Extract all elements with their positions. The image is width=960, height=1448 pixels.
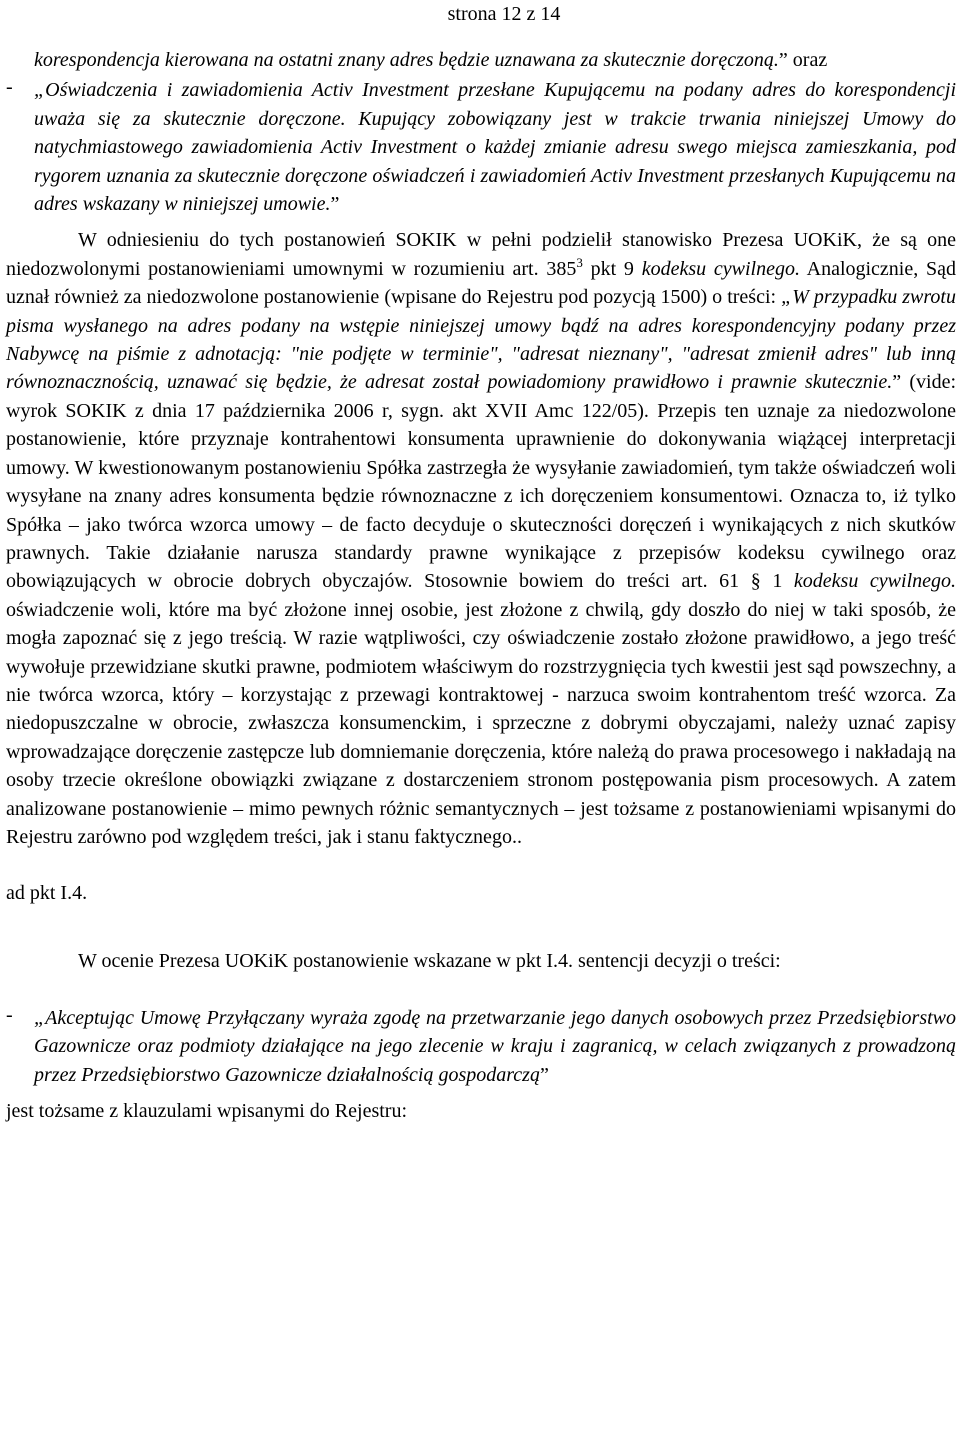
section-heading: ad pkt I.4. (6, 882, 88, 905)
assessment-paragraph: W ocenie Prezesa UOKiK postanowienie wskazane w pkt I.4. sentencji decyzji o treści: (78, 950, 781, 973)
list-dash: - (6, 1003, 13, 1026)
clause-quote-close: ” oraz (778, 49, 828, 71)
closing-line: jest tożsame z klauzulami wpisanymi do Rejestru: (6, 1100, 408, 1122)
analysis-paragraph: W odniesieniu do tych postanowień SOKIK w pełni podzielił stanowisko Prezesa UOKiK, że są one niedozwolonymi postanowieniami umownymi w rozumieniu art. $385^3$ pkt 9 kodeksu cywilnego. Analogicznie, Sąd uznał również za niedozwolone postanowienie (wpisane do Rejestru pod pozycją 1500) o treści: „W przypadku zwrotu pisma wysłanego na adres podany na wstępie niniejszej umowy bądź na adres korespondencyjny podany przez Nabywcę na piśmie z adnotacją: "nie podjęte w terminie", "adresat nieznany", "adresat zmienił adres" lub inną równoznacznością, uznawać się będzie, że adresat został powiadomiony prawidłowo i prawnie skutecznie.” (vide: wyrok SOKIK z dnia 17 października 2006 r, sygn. akt XVII Amc 122/05). Przepis ten uznaje za niedozwolone postanowienie, które przyznaje kontrahentowi konsumenta uprawnienie do dokonywania wiążącej interpretacji umowy. W kwestionowanym postanowieniu Spółka zastrzegła że wysyłanie zawiadomień, tym także oświadczeń woli wysyłane na znany adres konsumenta będzie równoznaczne z ich doręczeniem konsumentowi. Oznacza to, iż tylko Spółka – jako twórca wzorca umowy – de facto decyduje o skuteczności doręczeń i wynikających z nich skutków prawnych. Takie działanie narusza standardy prawne wynikające z przepisów kodeksu cywilnego oraz obowiązujących w obrocie dobrych obyczajów. Stosownie bowiem do treści art. 61 § 1 kodeksu cywilnego. oświadczenie woli, które ma być złożone innej osobie, jest złożone z chwilą, gdy doszło do niej w taki sposób, że mogła zapoznać się z jego treścią. W razie wątpliwości, czy oświadczenie zostało złożone prawidłowo, a jego treść wywołuje przewidziane skutki prawne, podmiotem właściwym do rozstrzygnięcia tych kwestii jest sąd powszechny, a nie twórca wzorca, który – korzystając z przewagi kontraktowej - narzuca swoim kontrahentom treść wzorca. Za niedopuszczalne w obrocie, zwłaszcza konsumenckim, i sprzeczne z dobrymi obyczajami, należy uznać zapisy wprowadzające doręczenie zastępcze lub domniemanie doręczenia, które należą do prawa procesowego i nakładają na osoby trzecie określone obowiązki związane z dostarczeniem stronom postępowania pism procesowych. A zatem analizowane postanowienie – mimo pewnych różnic semantycznych – jest tożsame z postanowieniami wpisanymi do Rejestru zarówno pod względem treści, jak i stanu faktycznego.. (6, 229, 957, 848)
superscript: 3 (576, 254, 583, 270)
document-page (6, 0, 956, 1125)
clause-text-italic: „Oświadczenia i zawiadomienia Activ Investment przesłane Kupującemu na podany adres do korespondencji uważa się za skutecznie doręczone. Kupujący zobowiązany jest w trakcie trwania niniejszej Umowy do natychmiastowego zawiadomienia Activ Investment o każdej zmianie adresu swego miejsca zamieszkania, pod rygorem uznania za skutecznie doręczone oświadczeń i zawiadomień Activ Investment przesłanych Kupującemu na adres wskazany w niniejszej umowie. (34, 79, 956, 216)
quoted-clause-list-item (6, 1004, 956, 1089)
list-dash: - (6, 76, 13, 99)
clause-text-italic: korespondencja kierowana na ostatni znany adres będzie uznawana za skutecznie doręczoną. (34, 49, 779, 71)
quoted-clause-list-item (6, 76, 956, 218)
clause-quote-close: ” (330, 193, 340, 216)
clause-quote-close: ” (539, 1063, 549, 1086)
quoted-clause-continuation (34, 46, 956, 74)
page-number-header: strona 12 z 14 (447, 3, 561, 25)
paragraph-sign: § (750, 570, 761, 593)
quoted-clause-italic: „W przypadku zwrotu pisma wysłanego na adres podany na wstępie niniejszej umowy bądź na adres korespondencyjny podany przez Nabywcę na piśmie z adnotacją: "nie podjęte w terminie", "adresat nieznany", "adresat zmienił adres" lub inną równoznacznością, uznawać się będzie, że adresat został powiadomiony prawidłowo i prawnie skutecznie. (6, 286, 956, 394)
clause-text-italic: „Akceptując Umowę Przyłączany wyraża zgodę na przetwarzanie jego danych osobowych przez Przedsiębiorstwo Gazownicze oraz podmioty działające na jego zlecenie w kraju i zagranicą, w celach związanych z prowadzoną przez Przedsiębiorstwo Gazownicze działalnością gospodarczą (34, 1006, 956, 1086)
